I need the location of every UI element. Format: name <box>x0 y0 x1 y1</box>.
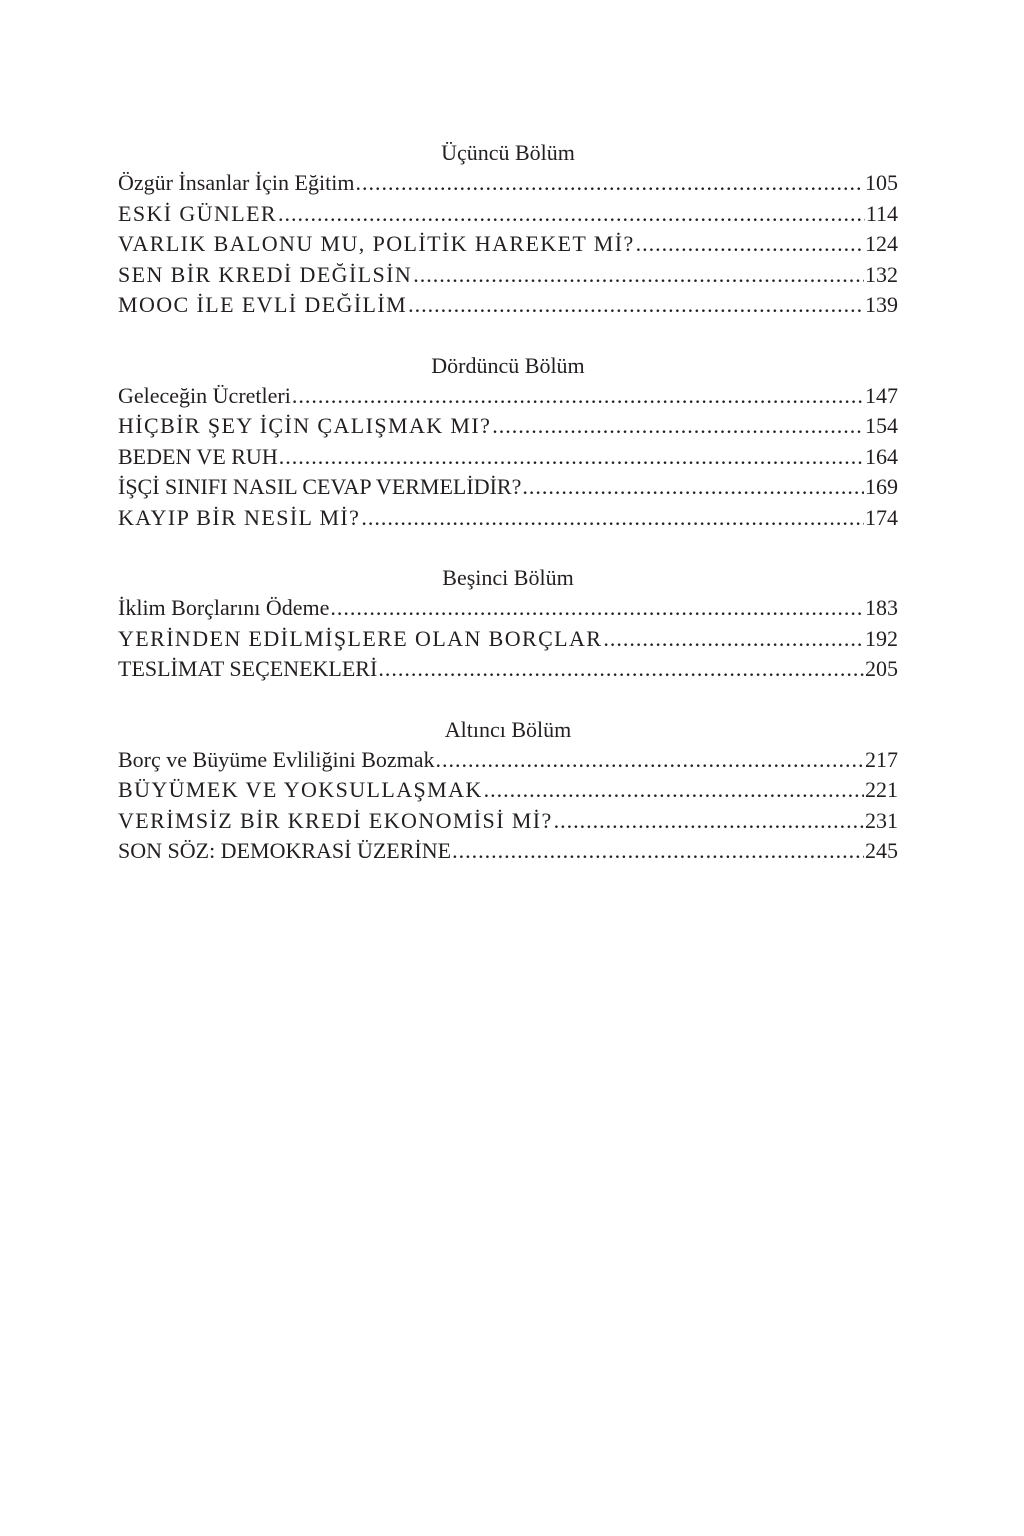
toc-entry[interactable] <box>118 593 898 624</box>
section-title: Beşinci Bölüm <box>442 565 574 590</box>
toc-entry[interactable] <box>118 199 898 230</box>
entry-title: VARLIK BALONU MU, POLİTİK HAREKET Mİ? <box>118 231 635 256</box>
entry-title: SEN BİR KREDİ DEĞİLSİN <box>118 261 413 287</box>
entry-page-number: 139 <box>865 292 898 317</box>
entry-title: VERİMSİZ BİR KREDİ EKONOMİSİ Mİ? <box>118 807 553 833</box>
toc-entry[interactable] <box>118 442 898 473</box>
toc-entry[interactable] <box>118 745 898 776</box>
dot-leader <box>408 290 864 321</box>
dot-leader <box>452 836 864 867</box>
section-title: Altıncı Bölüm <box>444 716 572 742</box>
toc-entry[interactable] <box>118 624 898 655</box>
dot-leader <box>492 411 864 442</box>
entry-page-number: 231 <box>865 807 898 833</box>
dot-leader <box>355 168 864 199</box>
entry-title: Borç ve Büyüme Evliliğini Bozmak <box>118 746 435 772</box>
section-title: Üçüncü Bölüm <box>441 140 575 165</box>
dot-leader <box>522 472 864 503</box>
dot-leader <box>279 442 864 473</box>
entry-title: SON SÖZ: DEMOKRASİ ÜZERİNE <box>118 838 452 863</box>
entry-page-number: 169 <box>865 474 898 499</box>
entry-page-number: 221 <box>865 777 898 802</box>
table-of-contents <box>118 138 898 897</box>
section-title: Dördüncü Bölüm <box>431 352 585 378</box>
dot-leader <box>330 593 864 624</box>
entry-title: BÜYÜMEK VE YOKSULLAŞMAK <box>118 777 483 802</box>
section-ucuncu-bolum <box>118 138 898 321</box>
entry-page-number: 245 <box>865 838 898 863</box>
toc-entry[interactable] <box>118 381 898 412</box>
dot-leader <box>292 381 864 412</box>
entry-page-number: 192 <box>865 625 898 651</box>
entry-page-number: 154 <box>865 413 898 438</box>
dot-leader <box>361 503 864 534</box>
dot-leader <box>436 745 864 776</box>
toc-entry[interactable] <box>118 411 898 442</box>
toc-entry[interactable] <box>118 503 898 534</box>
toc-entry[interactable] <box>118 806 898 837</box>
dot-leader <box>636 229 864 260</box>
entry-page-number: 105 <box>865 170 898 195</box>
entry-page-number: 164 <box>865 443 898 469</box>
entry-page-number: 183 <box>865 595 898 620</box>
entry-title: İklim Borçlarını Ödeme <box>118 595 330 620</box>
dot-leader <box>484 775 864 806</box>
dot-leader <box>378 654 864 685</box>
entry-title: Geleceğin Ücretleri <box>118 382 291 408</box>
toc-entry[interactable] <box>118 775 898 806</box>
toc-entry[interactable] <box>118 168 898 199</box>
entry-title: MOOC İLE EVLİ DEĞİLİM <box>118 292 408 317</box>
entry-title: Özgür İnsanlar İçin Eğitim <box>118 170 355 195</box>
dot-leader <box>603 624 864 655</box>
entry-title: TESLİMAT SEÇENEKLERİ <box>118 656 378 681</box>
section-dorduncu-bolum <box>118 351 898 534</box>
toc-entry[interactable] <box>118 472 898 503</box>
entry-page-number: 174 <box>865 504 898 530</box>
dot-leader <box>278 199 865 230</box>
dot-leader <box>413 260 864 291</box>
entry-page-number: 124 <box>865 231 898 256</box>
entry-title: BEDEN VE RUH <box>118 443 278 469</box>
section-besinci-bolum <box>118 563 898 685</box>
entry-title: HİÇBİR ŞEY İÇİN ÇALIŞMAK MI? <box>118 413 492 438</box>
entry-page-number: 132 <box>865 261 898 287</box>
toc-entry[interactable] <box>118 836 898 867</box>
entry-title: YERİNDEN EDİLMİŞLERE OLAN BORÇLAR <box>118 625 603 651</box>
entry-page-number: 147 <box>865 382 898 408</box>
entry-title: İŞÇİ SINIFI NASIL CEVAP VERMELİDİR? <box>118 474 522 499</box>
entry-page-number: 114 <box>865 200 898 226</box>
section-altinci-bolum <box>118 715 898 867</box>
toc-entry[interactable] <box>118 290 898 321</box>
toc-entry[interactable] <box>118 654 898 685</box>
toc-entry[interactable] <box>118 229 898 260</box>
entry-page-number: 205 <box>865 656 898 681</box>
entry-title: ESKİ GÜNLER <box>118 200 278 226</box>
toc-entry[interactable] <box>118 260 898 291</box>
dot-leader <box>554 806 864 837</box>
entry-page-number: 217 <box>865 746 898 772</box>
entry-title: KAYIP BİR NESİL Mİ? <box>118 504 361 530</box>
